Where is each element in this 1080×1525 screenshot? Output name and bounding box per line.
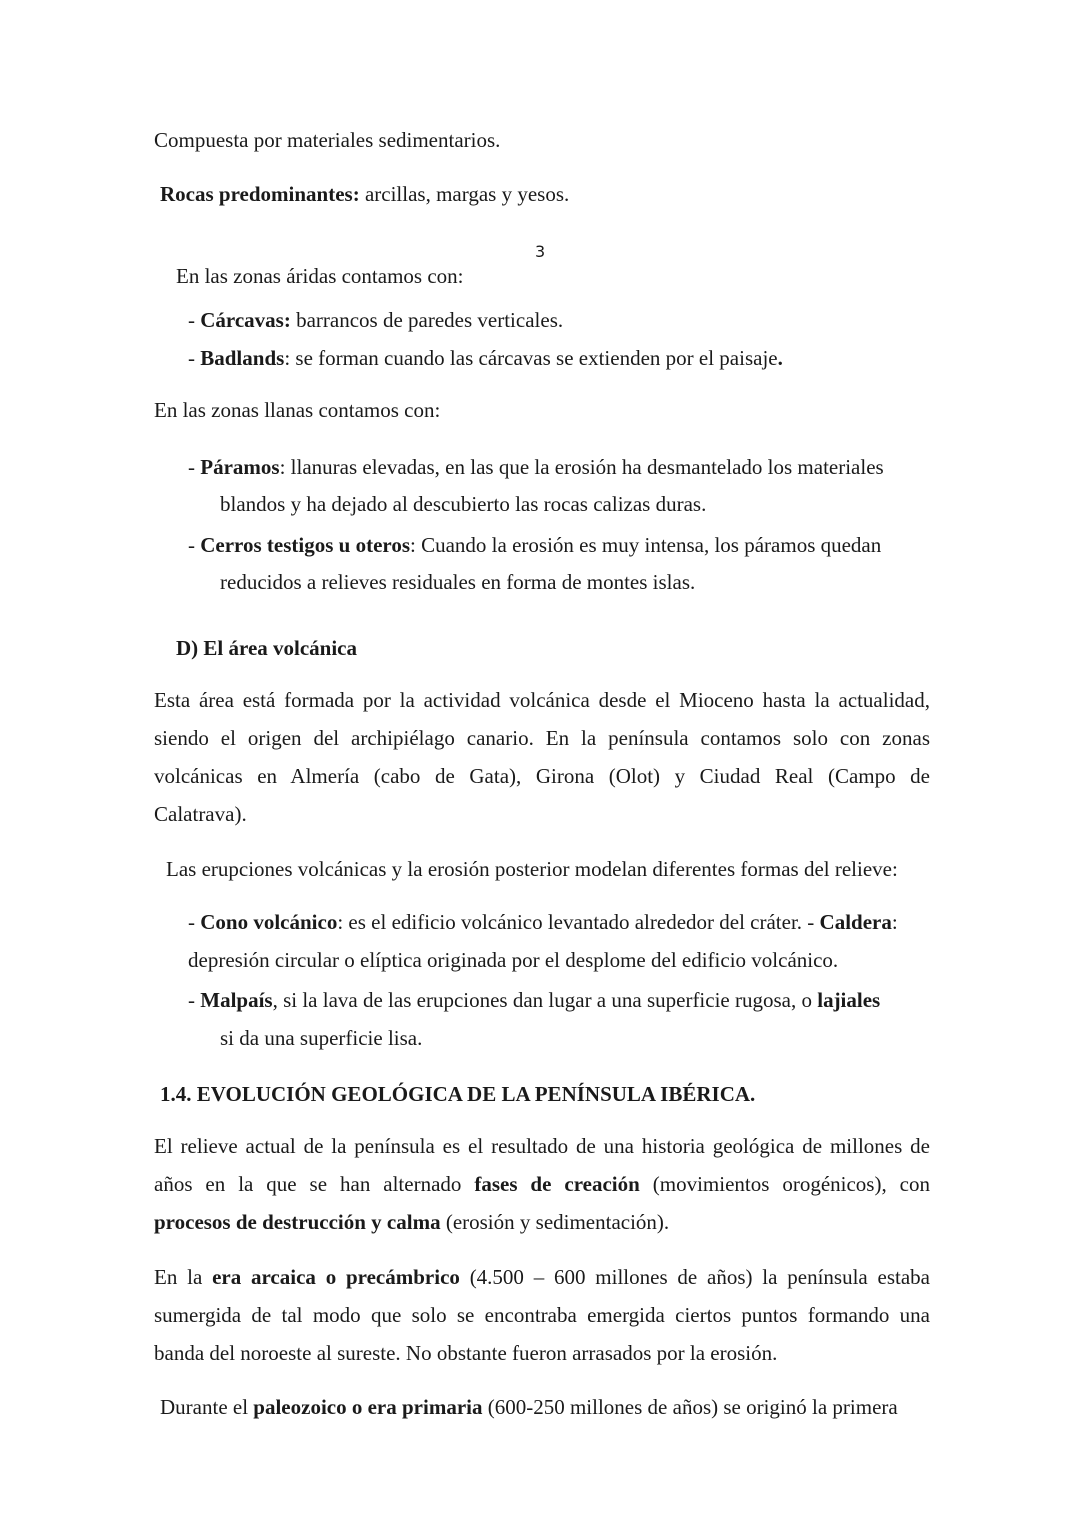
section-heading-volcanica: D) El área volcánica [176,636,358,660]
list-item-malpais-cont: si da una superficie lisa. [220,1026,423,1050]
list-item-malpais: - Malpaís, si la lava de las erupciones dan lugar a una superficie rugosa, o lajiales [188,988,881,1012]
list-item-paramos: - Páramos: llanuras elevadas, en las que la erosión ha desmantelado los materiales [188,455,884,479]
paragraph-line: volcánicas en Almería (cabo de Gata), Girona (Olot) y Ciudad Real (Campo de [154,764,930,788]
section-heading-evolucion: 1.4. EVOLUCIÓN GEOLÓGICA DE LA PENÍNSULA IBÉRICA. [160,1082,756,1106]
list-item-cerros: - Cerros testigos u oteros: Cuando la erosión es muy intensa, los páramos quedan [188,533,882,557]
paragraph-line: Las erupciones volcánicas y la erosión posterior modelan diferentes formas del relieve: [166,857,898,881]
paragraph-line: siendo el origen del archipiélago canario. En la península contamos solo con zonas [154,726,930,750]
paragraph-line: En la era arcaica o precámbrico (4.500 – 600 millones de años) la península estaba [154,1265,930,1289]
llanas-intro: En las zonas llanas contamos con: [154,398,441,422]
text-line-rocas: Rocas predominantes: arcillas, margas y yesos. [160,182,570,206]
text-line: Compuesta por materiales sedimentarios. [154,128,501,152]
list-item-paramos-cont: blandos y ha dejado al descubierto las rocas calizas duras. [220,492,707,516]
paragraph-line: El relieve actual de la península es el resultado de una historia geológica de millones de [154,1134,930,1158]
list-item-carcavas: - Cárcavas: barrancos de paredes verticales. [188,308,564,332]
paragraph-line: procesos de destrucción y calma (erosión y sedimentación). [154,1210,670,1234]
aridas-intro: En las zonas áridas contamos con: [176,264,464,288]
list-item-badlands: - Badlands: se forman cuando las cárcavas se extienden por el paisaje. [188,346,783,370]
paragraph-line: Esta área está formada por la actividad volcánica desde el Mioceno hasta la actualidad, [154,688,930,712]
list-item-cono: - Cono volcánico: es el edificio volcánico levantado alrededor del cráter. - Caldera: [188,910,898,934]
paragraph-line: banda del noroeste al sureste. No obstante fueron arrasados por la erosión. [154,1341,778,1365]
paragraph-line: sumergida de tal modo que solo se encontraba emergida ciertos puntos formando una [154,1303,930,1327]
paragraph-line: años en la que se han alternado fases de creación (movimientos orogénicos), con [154,1172,930,1196]
page-number: 3 [535,242,546,261]
paragraph-line: Calatrava). [154,802,247,826]
list-item-cerros-cont: reducidos a relieves residuales en forma de montes islas. [220,570,696,594]
paragraph-line: Durante el paleozoico o era primaria (600-250 millones de años) se originó la primera [160,1395,898,1419]
list-item-caldera-cont: depresión circular o elíptica originada por el desplome del edificio volcánico. [188,948,839,972]
